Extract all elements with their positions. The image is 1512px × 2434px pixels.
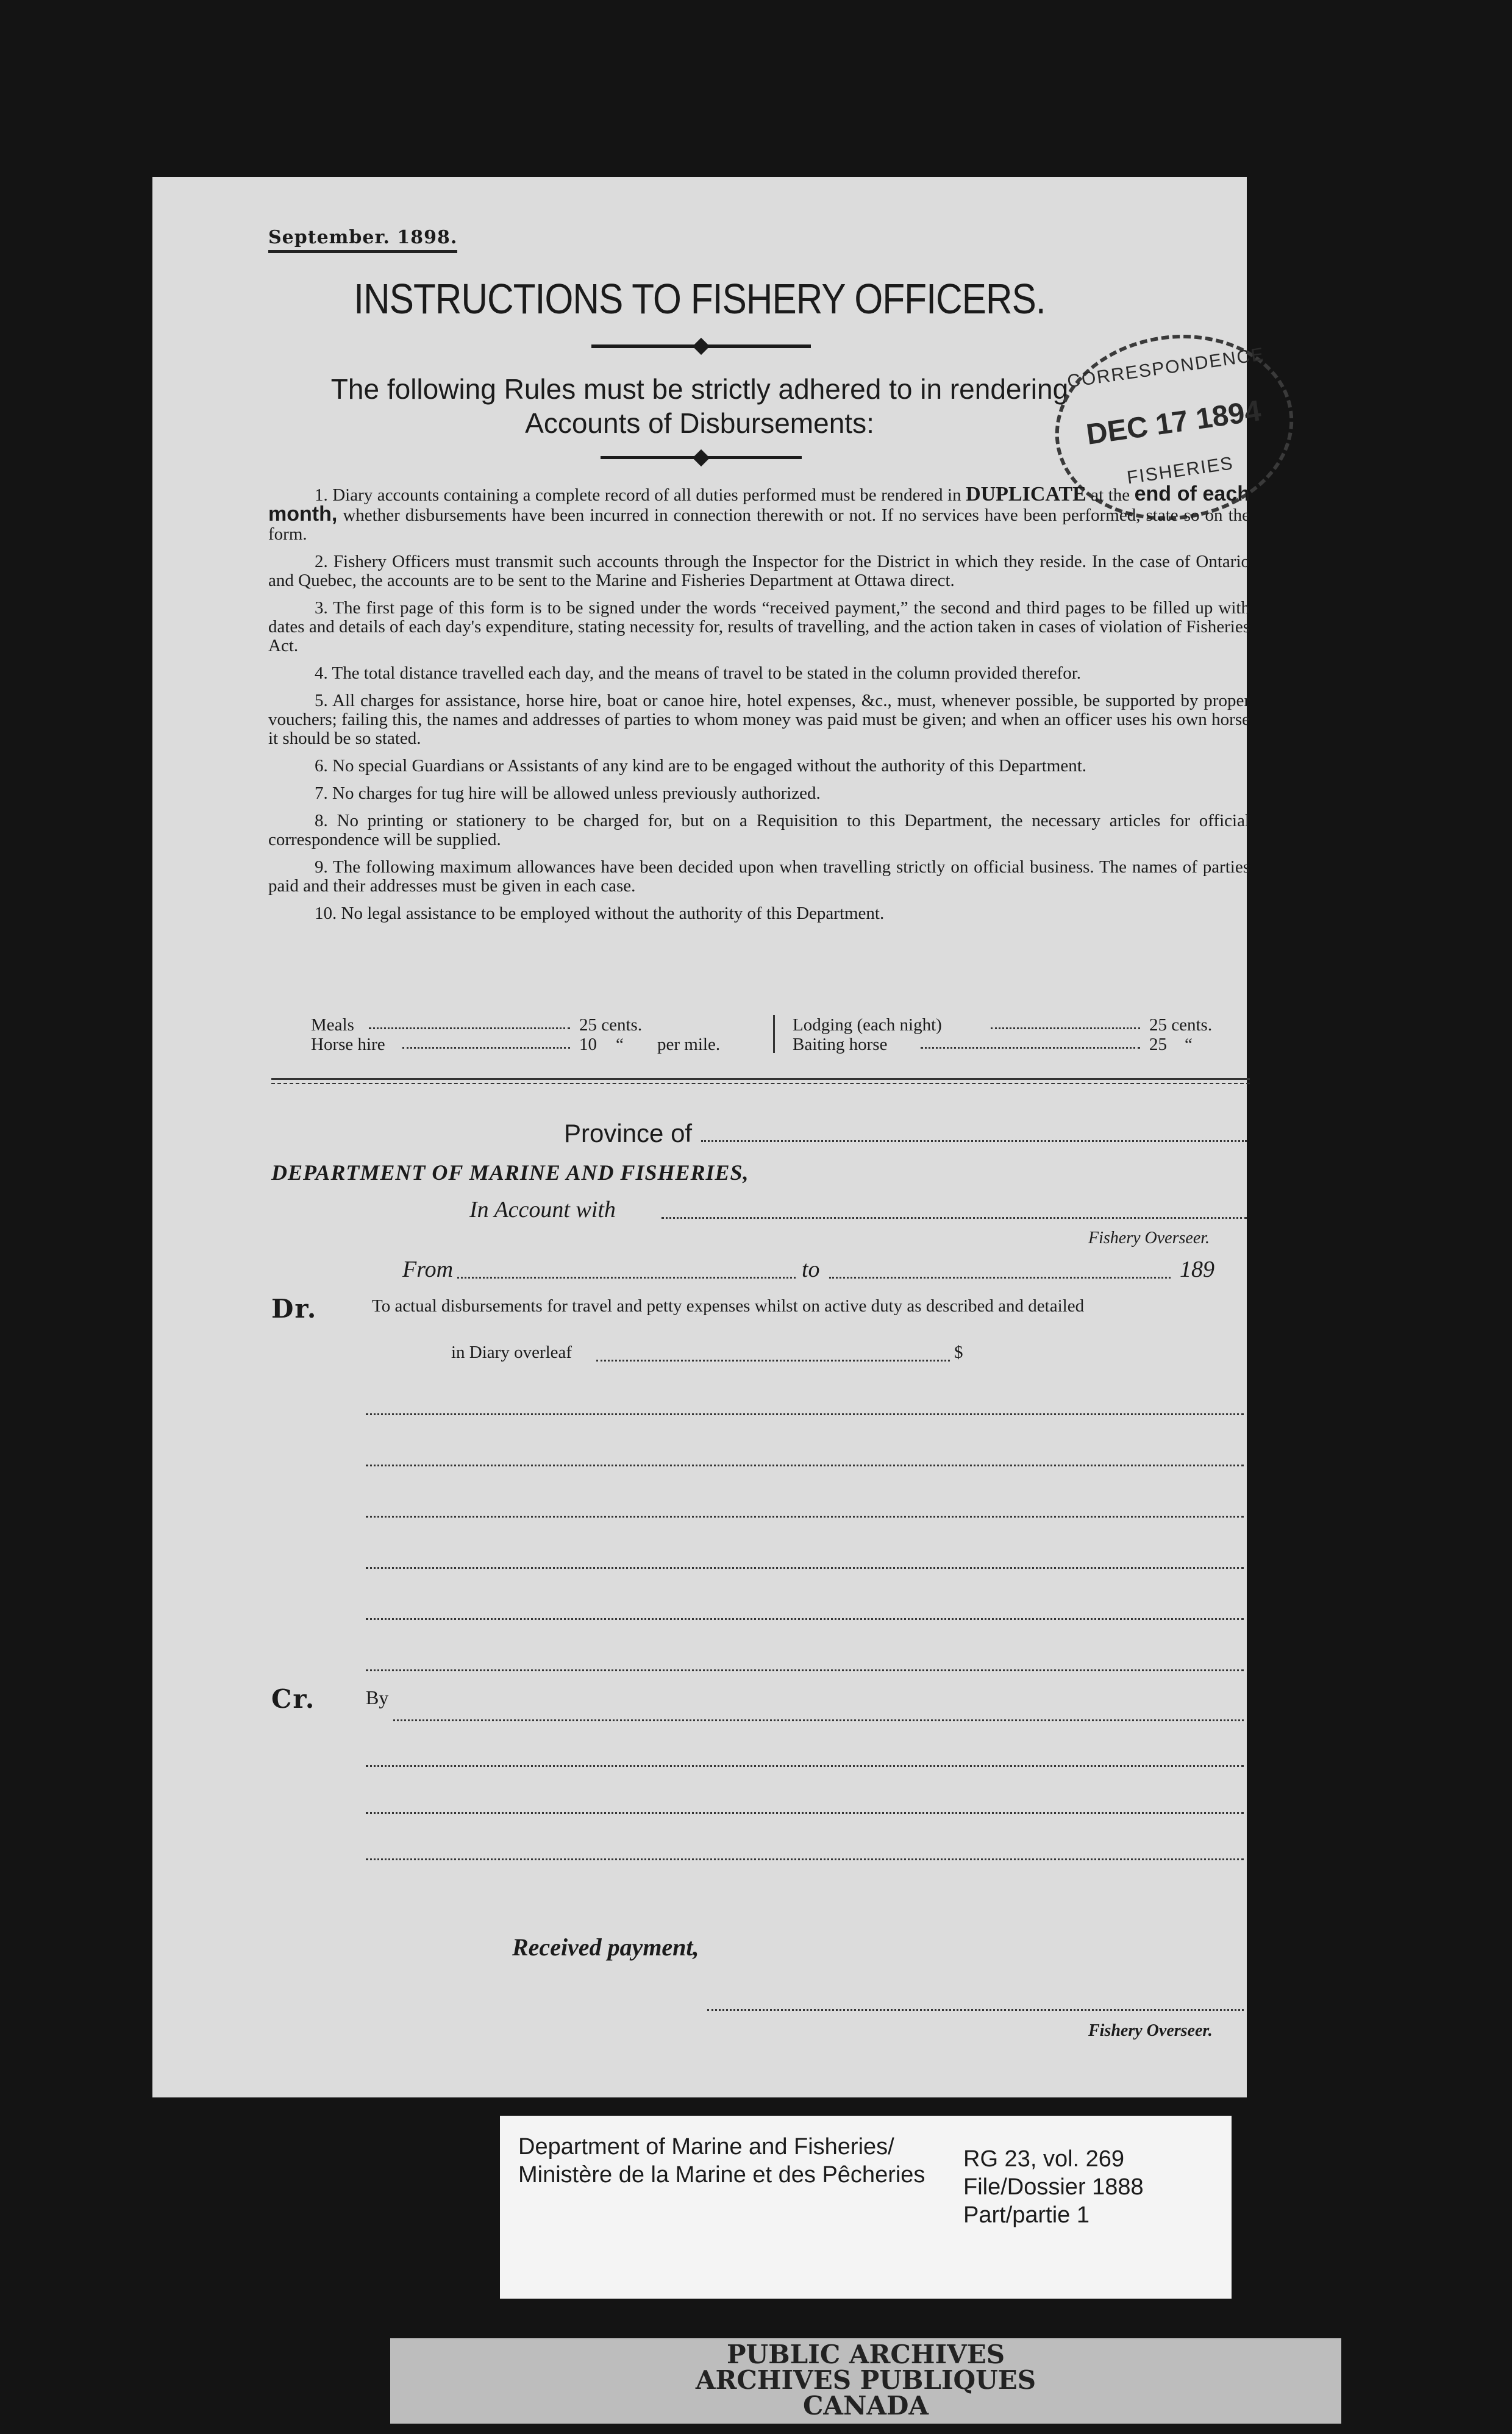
subtitle-line-1: The following Rules must be strictly adhered to in rendering — [330, 373, 1069, 405]
by-label: By — [366, 1686, 389, 1708]
disbursement-text: To actual disbursements for travel and petty expenses whilst on active duty as described and detailed — [372, 1296, 1085, 1316]
allowances-divider — [773, 1015, 775, 1053]
archive-reference-card — [500, 2116, 1232, 2299]
department-heading: DEPARTMENT OF MARINE AND FISHERIES, — [271, 1160, 749, 1185]
public-archives-stamp — [390, 2338, 1341, 2424]
from-date-field[interactable] — [457, 1277, 796, 1279]
rule-9: 9. The following maximum allowances have been decided upon when travelling strictly on official business. The names of parties paid and their addresses must be given in each case. — [268, 857, 1250, 896]
stamp-top-text: CORRESPONDENCE — [1066, 344, 1266, 392]
rule-4: 4. The total distance travelled each day, and the means of travel to be stated in the column provided therefor. — [315, 663, 1082, 683]
credit-line-2[interactable] — [366, 1765, 1244, 1767]
credit-label: Cr. — [271, 1684, 316, 1714]
province-field[interactable] — [701, 1140, 1247, 1142]
received-payment-label: Received payment, — [512, 1933, 699, 1961]
duplicate-emphasis: DUPLICATE — [966, 483, 1086, 505]
to-date-field[interactable] — [829, 1277, 1171, 1279]
year-label: 189 — [1180, 1257, 1214, 1282]
debit-line-2[interactable] — [366, 1465, 1244, 1466]
diary-amount-field[interactable] — [596, 1360, 950, 1362]
credit-line-4[interactable] — [366, 1858, 1244, 1860]
stamp-date: DEC 17 1894 — [1084, 394, 1263, 451]
signature-caption: Fishery Overseer. — [1088, 2021, 1213, 2040]
rule-5: 5. All charges for assistance, horse hire, boat or canoe hire, hotel expenses, &c., must, whenever possible, be supported by proper vouchers; failing this, the names and addresses of parties to whom money was paid must be given; and when an officer uses his own horse it should be so stated. — [268, 691, 1250, 748]
archive-ref-line-1: RG 23, vol. 269 — [963, 2146, 1125, 2172]
dollar-sign: $ — [954, 1343, 963, 1362]
title-ornament — [591, 344, 811, 348]
form-title: INSTRUCTIONS TO FISHERY OFFICERS. — [354, 275, 1046, 323]
from-label: From — [402, 1257, 454, 1282]
archive-ref-line-3: Part/partie 1 — [963, 2202, 1089, 2228]
debit-label: Dr. — [271, 1294, 318, 1324]
rule-3: 3. The first page of this form is to be signed under the words “received payment,” the second and third pages to be filled up with dates and details of each day's expenditure, stating necessity for, results of travelling, and the action taken in cases of violation of Fisheries Act. — [268, 598, 1250, 655]
debit-line-5[interactable] — [366, 1618, 1244, 1620]
rules-list — [268, 482, 1250, 932]
rule-8: 8. No printing or stationery to be charged for, but on a Requisition to this Department, the necessary articles for official correspondence will be supplied. — [268, 811, 1250, 849]
section-divider-top — [271, 1078, 1250, 1080]
rule-2: 2. Fishery Officers must transmit such accounts through the Inspector for the District in which they reside. In the case of Ontario and Quebec, the accounts are to be sent to the Marine and Fisheries Department at Ottawa direct. — [268, 552, 1250, 590]
allowance-horse-hire: Horse hire 10 “ per mile. — [311, 1035, 721, 1054]
section-divider-bottom — [271, 1083, 1250, 1084]
rule-10: 10. No legal assistance to be employed without the authority of this Department. — [315, 904, 885, 923]
rule-7: 7. No charges for tug hire will be allowed unless previously authorized. — [315, 783, 821, 803]
debit-line-3[interactable] — [366, 1516, 1244, 1518]
debit-line-1[interactable] — [366, 1413, 1244, 1415]
archive-dept-line-2: Ministère de la Marine et des Pêcheries — [518, 2162, 925, 2188]
form-date: September. 1898. — [268, 227, 457, 253]
stamp-bottom-text: FISHERIES — [1125, 453, 1235, 488]
archive-ref-line-2: File/Dossier 1888 — [963, 2174, 1144, 2200]
to-label: to — [802, 1257, 820, 1282]
end-of-month-emphasis: end of each month, — [268, 482, 1250, 526]
fishery-overseer-caption: Fishery Overseer. — [1088, 1229, 1210, 1247]
allowance-baiting-horse: Baiting horse 25 “ — [793, 1035, 1193, 1054]
archive-stamp-line-3: CANADA — [802, 2391, 929, 2421]
subtitle-line-2: Accounts of Disbursements: — [525, 407, 874, 439]
subtitle-ornament — [601, 456, 802, 459]
credit-line-3[interactable] — [366, 1812, 1244, 1814]
credit-line-1[interactable] — [393, 1719, 1244, 1721]
signature-field[interactable] — [707, 2009, 1244, 2011]
account-holder-field[interactable] — [661, 1217, 1247, 1219]
debit-line-4[interactable] — [366, 1567, 1244, 1569]
archive-dept-line-1: Department of Marine and Fisheries/ — [518, 2134, 894, 2160]
allowance-lodging: Lodging (each night) 25 cents. — [793, 1015, 1213, 1035]
archive-stamp-line-1: PUBLIC ARCHIVES — [726, 2339, 1005, 2369]
debit-line-6[interactable] — [366, 1669, 1244, 1671]
province-label: Province of — [564, 1119, 693, 1147]
allowance-meals: Meals 25 cents. — [311, 1015, 643, 1035]
rule-6: 6. No special Guardians or Assistants of any kind are to be engaged without the authority of this Department. — [315, 756, 1087, 776]
archive-stamp-line-2: ARCHIVES PUBLIQUES — [695, 2365, 1036, 2395]
diary-overleaf-text: in Diary overleaf — [451, 1343, 572, 1362]
in-account-with-label: In Account with — [469, 1197, 616, 1222]
document-page — [152, 177, 1266, 2097]
rule-1: 1. Diary accounts containing a complete record of all duties performed must be rendered in DUPLICATE at the end of each month, whether disbursements have been incurred in connection therewith or not. If no services have been performed, state so on the form. — [268, 482, 1250, 544]
